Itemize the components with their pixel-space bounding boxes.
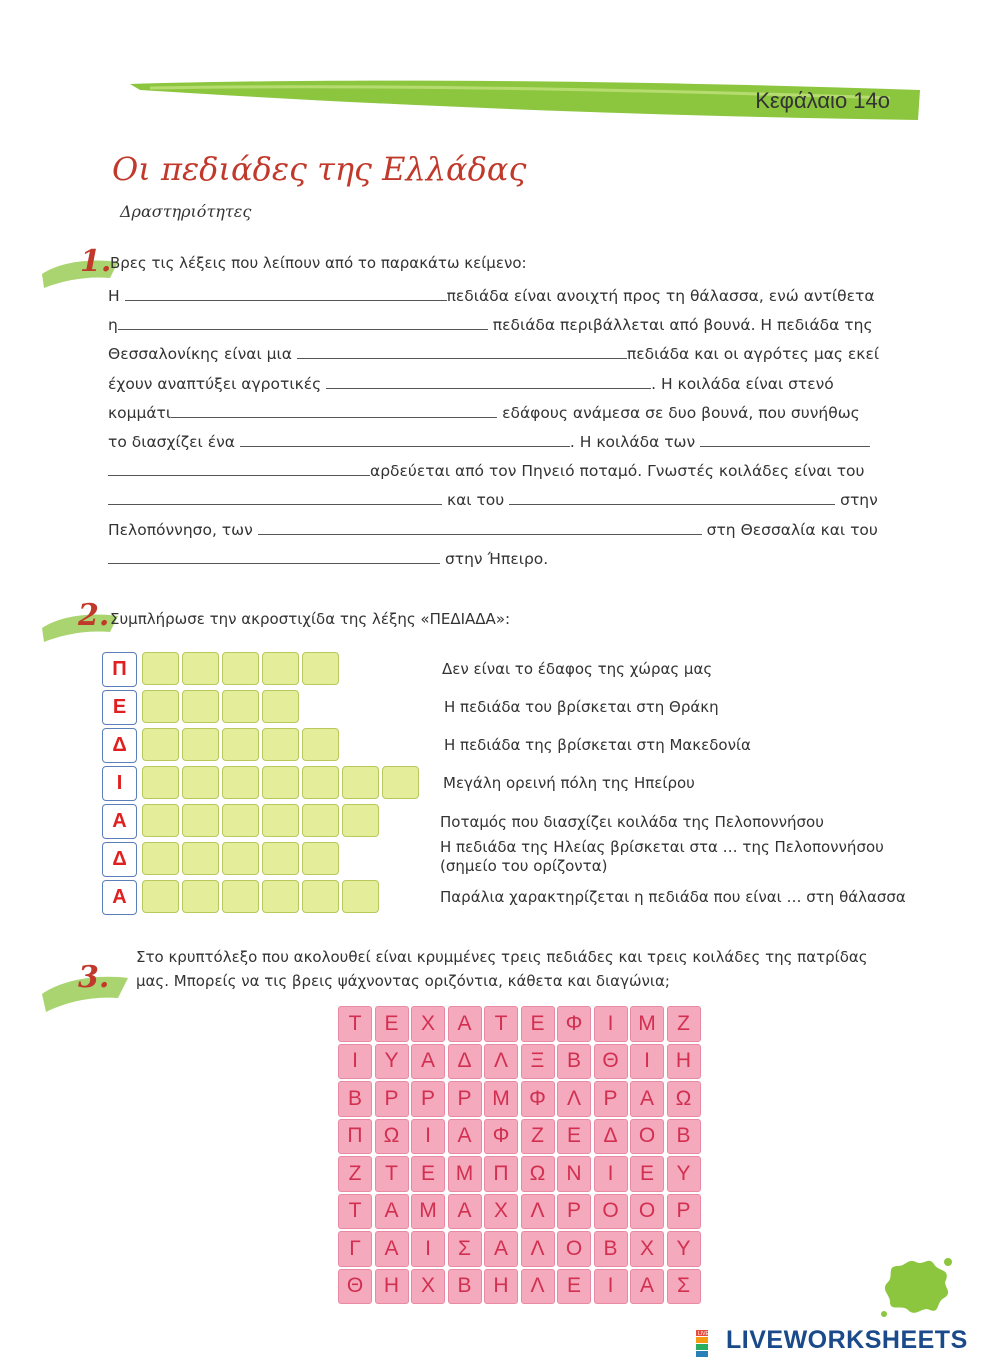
word-search-cell[interactable]: Α [630, 1081, 664, 1117]
acrostic-row [102, 728, 342, 762]
text-segment: πεδιάδα και οι αγρότες μας εκεί [626, 345, 880, 364]
acrostic-row [102, 842, 342, 876]
blank-input[interactable] [700, 432, 870, 447]
acrostic-cell[interactable] [262, 880, 299, 913]
word-search-cell[interactable]: Γ [338, 1231, 372, 1267]
text-segment: πεδιάδα είναι ανοιχτή προς τη θάλασσα, ενώ αντίθετα [446, 287, 875, 305]
blank-input[interactable] [240, 432, 570, 447]
exercise-3-instruction: μας. Μπορείς να τις βρεις ψάχνοντας οριζόντια, κάθετα και διαγώνια; [136, 972, 670, 990]
acrostic-letter: Δ [102, 842, 137, 877]
paint-splash-icon [876, 1252, 956, 1322]
word-search-cell[interactable]: Ο [630, 1119, 664, 1155]
text-segment: κομμάτι [108, 403, 172, 422]
word-search-cell[interactable]: Ρ [667, 1194, 701, 1230]
word-search-cell[interactable]: Α [448, 1119, 482, 1155]
acrostic-cell[interactable] [262, 652, 299, 685]
acrostic-cell[interactable] [182, 690, 219, 723]
word-search-cell[interactable]: Μ [411, 1194, 445, 1230]
acrostic-cell[interactable] [262, 728, 299, 761]
word-search-cell[interactable]: Α [411, 1044, 445, 1080]
acrostic-cell[interactable] [262, 804, 299, 837]
word-search-cell[interactable]: Υ [667, 1231, 701, 1267]
acrostic-cell[interactable] [182, 766, 219, 799]
exercise-1-number: 1. [80, 244, 112, 279]
word-search-cell[interactable]: Ι [594, 1269, 628, 1305]
text-segment: στην Ήπειρο. [444, 549, 549, 568]
acrostic-cell[interactable] [182, 652, 219, 685]
text-segment: πεδιάδα περιβάλλεται από βουνά. Η πεδιάδα της [492, 316, 873, 335]
word-search-cell[interactable]: Ζ [667, 1006, 701, 1042]
word-search-cell[interactable]: Λ [484, 1044, 518, 1080]
acrostic-letter: Α [102, 804, 137, 839]
acrostic-letter: Δ [102, 728, 137, 763]
word-search-cell[interactable]: Α [448, 1194, 482, 1230]
acrostic-clue: Μεγάλη ορεινή πόλη της Ηπείρου [443, 774, 695, 792]
acrostic-cell[interactable] [262, 690, 299, 723]
exercise-2-number: 2. [78, 598, 110, 633]
acrostic-cell[interactable] [142, 652, 179, 685]
acrostic-clue: Η πεδιάδα της Ηλείας βρίσκεται στα … της Πελοποννήσου [440, 838, 884, 856]
word-search-cell[interactable]: Δ [594, 1119, 628, 1155]
word-search-cell[interactable]: Θ [338, 1269, 372, 1305]
exercise-3-number: 3. [78, 960, 110, 995]
word-search-cell[interactable]: Ι [411, 1119, 445, 1155]
word-search-cell[interactable]: Τ [338, 1006, 372, 1042]
acrostic-cell[interactable] [142, 842, 179, 875]
word-search-cell[interactable]: Ω [521, 1156, 555, 1192]
word-search-cell[interactable]: Ο [594, 1194, 628, 1230]
blank-input[interactable] [258, 520, 702, 535]
word-search-cell[interactable]: Δ [448, 1044, 482, 1080]
word-search-cell[interactable]: Φ [557, 1006, 591, 1042]
word-search-cell[interactable]: Υ [375, 1044, 409, 1080]
word-search-cell[interactable]: Φ [484, 1119, 518, 1155]
text-segment: Θεσσαλονίκης είναι μια [108, 345, 292, 364]
acrostic-clue: (σημείο του ορίζοντα) [440, 857, 608, 875]
acrostic-clue: Παράλια χαρακτηρίζεται η πεδιάδα που είναι … στη θάλασσα [440, 888, 906, 906]
word-search-cell[interactable]: Τ [484, 1006, 518, 1042]
acrostic-row [102, 804, 382, 838]
word-search-cell[interactable]: Λ [557, 1081, 591, 1117]
acrostic-cell[interactable] [222, 842, 259, 875]
word-search-cell[interactable]: Α [375, 1231, 409, 1267]
acrostic-cell[interactable] [342, 766, 379, 799]
text-segment: το διασχίζει ένα [108, 433, 235, 452]
acrostic-cell[interactable] [222, 690, 259, 723]
word-search-cell[interactable]: Α [375, 1194, 409, 1230]
acrostic-cell[interactable] [222, 766, 259, 799]
word-search-cell[interactable]: Π [484, 1156, 518, 1192]
text-segment: έχουν αναπτύξει αγροτικές [108, 374, 322, 393]
text-segment: Πελοπόννησο, των [108, 520, 253, 539]
word-search-cell[interactable]: Α [448, 1006, 482, 1042]
blank-input[interactable] [171, 403, 497, 418]
chapter-label: Κεφάλαιο 14ο [755, 88, 890, 113]
text-segment: και του [446, 491, 505, 510]
word-search-cell[interactable]: Ω [375, 1119, 409, 1155]
word-search-cell[interactable]: Ι [411, 1231, 445, 1267]
word-search-cell[interactable]: Ι [594, 1006, 628, 1042]
acrostic-cell[interactable] [142, 880, 179, 913]
logo-letter: LIVE [698, 1331, 709, 1337]
word-search-cell[interactable]: Ι [338, 1044, 372, 1080]
word-search-cell[interactable]: Α [630, 1269, 664, 1305]
blank-input[interactable] [118, 315, 488, 330]
liveworksheets-brand: LIVEWORKSHEETS [726, 1326, 968, 1354]
word-search-cell[interactable]: Λ [521, 1194, 555, 1230]
word-search-cell[interactable]: Τ [375, 1156, 409, 1192]
acrostic-cell[interactable] [382, 766, 419, 799]
exercise-1-text [108, 282, 890, 574]
word-search-cell[interactable]: Ε [375, 1006, 409, 1042]
word-search-cell[interactable]: Σ [448, 1231, 482, 1267]
acrostic-cell[interactable] [302, 880, 339, 913]
word-search-cell[interactable]: Μ [448, 1156, 482, 1192]
word-search-cell[interactable]: Ι [630, 1044, 664, 1080]
acrostic-cell[interactable] [262, 842, 299, 875]
word-search-grid [338, 1006, 700, 1316]
acrostic-clue: Δεν είναι το έδαφος της χώρας μας [442, 660, 713, 678]
acrostic-cell[interactable] [222, 804, 259, 837]
acrostic-letter: Ι [102, 766, 137, 801]
word-search-cell[interactable]: Β [594, 1231, 628, 1267]
acrostic-cell[interactable] [302, 804, 339, 837]
word-search-cell[interactable]: Ρ [594, 1081, 628, 1117]
word-search-cell[interactable]: Β [338, 1081, 372, 1117]
word-search-cell[interactable]: Ε [630, 1156, 664, 1192]
word-search-cell[interactable]: Λ [521, 1269, 555, 1305]
acrostic-cell[interactable] [342, 804, 379, 837]
liveworksheets-logo-icon [696, 1330, 722, 1358]
acrostic-cell[interactable] [142, 766, 179, 799]
word-search-cell[interactable]: Ρ [448, 1081, 482, 1117]
blank-input[interactable] [509, 490, 835, 505]
acrostic-row [102, 690, 302, 724]
word-search-cell[interactable]: Ξ [521, 1044, 555, 1080]
word-search-cell[interactable]: Ο [630, 1194, 664, 1230]
word-search-cell[interactable]: Ο [557, 1231, 591, 1267]
word-search-cell[interactable]: Χ [411, 1269, 445, 1305]
word-search-cell[interactable]: Ω [667, 1081, 701, 1117]
word-search-cell[interactable]: Χ [411, 1006, 445, 1042]
word-search-cell[interactable]: Π [338, 1119, 372, 1155]
acrostic-row [102, 766, 422, 800]
acrostic-cell[interactable] [182, 880, 219, 913]
text-segment: . Η κοιλάδα των [569, 433, 696, 452]
word-search-cell[interactable]: Υ [667, 1156, 701, 1192]
acrostic-cell[interactable] [302, 842, 339, 875]
acrostic-cell[interactable] [302, 652, 339, 685]
exercise-3-instruction: Στο κρυπτόλεξο που ακολουθεί είναι κρυμμένες τρεις πεδιάδες και τρεις κοιλάδες της πατρίδας [136, 948, 868, 966]
blank-input[interactable] [297, 344, 627, 359]
page-title: Οι πεδιάδες της Ελλάδας [112, 150, 527, 188]
word-search-cell[interactable]: Μ [484, 1081, 518, 1117]
blank-input[interactable] [326, 374, 651, 389]
acrostic-row [102, 880, 382, 914]
acrostic-letter: Π [102, 652, 137, 687]
word-search-cell[interactable]: Λ [521, 1231, 555, 1267]
acrostic-cell[interactable] [222, 652, 259, 685]
word-search-cell[interactable]: Ε [411, 1156, 445, 1192]
acrostic-cell[interactable] [302, 766, 339, 799]
word-search-cell[interactable]: Ε [521, 1006, 555, 1042]
text-segment: εδάφους ανάμεσα σε δυο βουνά, που συνήθως [502, 403, 860, 422]
acrostic-row [102, 652, 342, 686]
acrostic-cell[interactable] [222, 880, 259, 913]
acrostic-cell[interactable] [182, 728, 219, 761]
acrostic-letter: Ε [102, 690, 137, 725]
word-search-cell[interactable]: Η [375, 1269, 409, 1305]
acrostic-clue: Ποταμός που διασχίζει κοιλάδα της Πελοποννήσου [440, 813, 824, 831]
text-segment: στη Θεσσαλία και του [706, 520, 878, 539]
blank-input[interactable] [108, 461, 370, 476]
word-search-cell[interactable]: Ζ [521, 1119, 555, 1155]
text-segment: . Η κοιλάδα είναι στενό [651, 374, 834, 393]
acrostic-cell[interactable] [222, 728, 259, 761]
text-segment: αρδεύεται από τον Πηνειό ποταμό. Γνωστές κοιλάδες είναι του [370, 462, 865, 481]
page-subtitle: Δραστηριότητες [120, 202, 252, 221]
word-search-cell[interactable]: Φ [521, 1081, 555, 1117]
acrostic-cell[interactable] [342, 880, 379, 913]
word-search-cell[interactable]: Ρ [411, 1081, 445, 1117]
acrostic-cell[interactable] [182, 804, 219, 837]
word-search-cell[interactable]: Β [448, 1269, 482, 1305]
word-search-cell[interactable]: Η [667, 1044, 701, 1080]
acrostic-clue: Η πεδιάδα του βρίσκεται στη Θράκη [444, 698, 719, 716]
acrostic-cell[interactable] [182, 842, 219, 875]
word-search-cell[interactable]: Θ [594, 1044, 628, 1080]
text-segment: Η [108, 287, 120, 305]
acrostic-letter: Α [102, 880, 137, 915]
word-search-cell[interactable]: Ζ [338, 1156, 372, 1192]
acrostic-cell[interactable] [262, 766, 299, 799]
word-search-cell[interactable]: Χ [630, 1231, 664, 1267]
word-search-cell[interactable]: Τ [338, 1194, 372, 1230]
acrostic-cell[interactable] [142, 804, 179, 837]
word-search-cell[interactable]: Ε [557, 1269, 591, 1305]
blank-input[interactable] [108, 490, 442, 505]
word-search-cell[interactable]: Σ [667, 1269, 701, 1305]
word-search-cell[interactable]: Ν [557, 1156, 591, 1192]
acrostic-cell[interactable] [142, 690, 179, 723]
word-search-cell[interactable]: Ρ [557, 1194, 591, 1230]
word-search-cell[interactable]: Μ [630, 1006, 664, 1042]
word-search-cell[interactable]: Ε [557, 1119, 591, 1155]
acrostic-clue: Η πεδιάδα της βρίσκεται στη Μακεδονία [444, 736, 751, 754]
word-search-cell[interactable]: Ι [594, 1156, 628, 1192]
acrostic-cell[interactable] [142, 728, 179, 761]
blank-input[interactable] [125, 286, 447, 301]
text-segment: η [108, 316, 118, 335]
exercise-1-instruction: Βρες τις λέξεις που λείπουν από το παρακάτω κείμενο: [110, 254, 527, 272]
exercise-2-instruction: Συμπλήρωσε την ακροστιχίδα της λέξης «ΠΕΔΙΑΔΑ»: [110, 610, 511, 628]
word-search-cell[interactable]: Β [557, 1044, 591, 1080]
acrostic-cell[interactable] [302, 728, 339, 761]
word-search-cell[interactable]: Χ [484, 1194, 518, 1230]
blank-input[interactable] [108, 549, 440, 564]
word-search-cell[interactable]: Ρ [375, 1081, 409, 1117]
word-search-cell[interactable]: Η [484, 1269, 518, 1305]
text-segment: στην [840, 491, 878, 510]
word-search-cell[interactable]: Β [667, 1119, 701, 1155]
word-search-cell[interactable]: Α [484, 1231, 518, 1267]
